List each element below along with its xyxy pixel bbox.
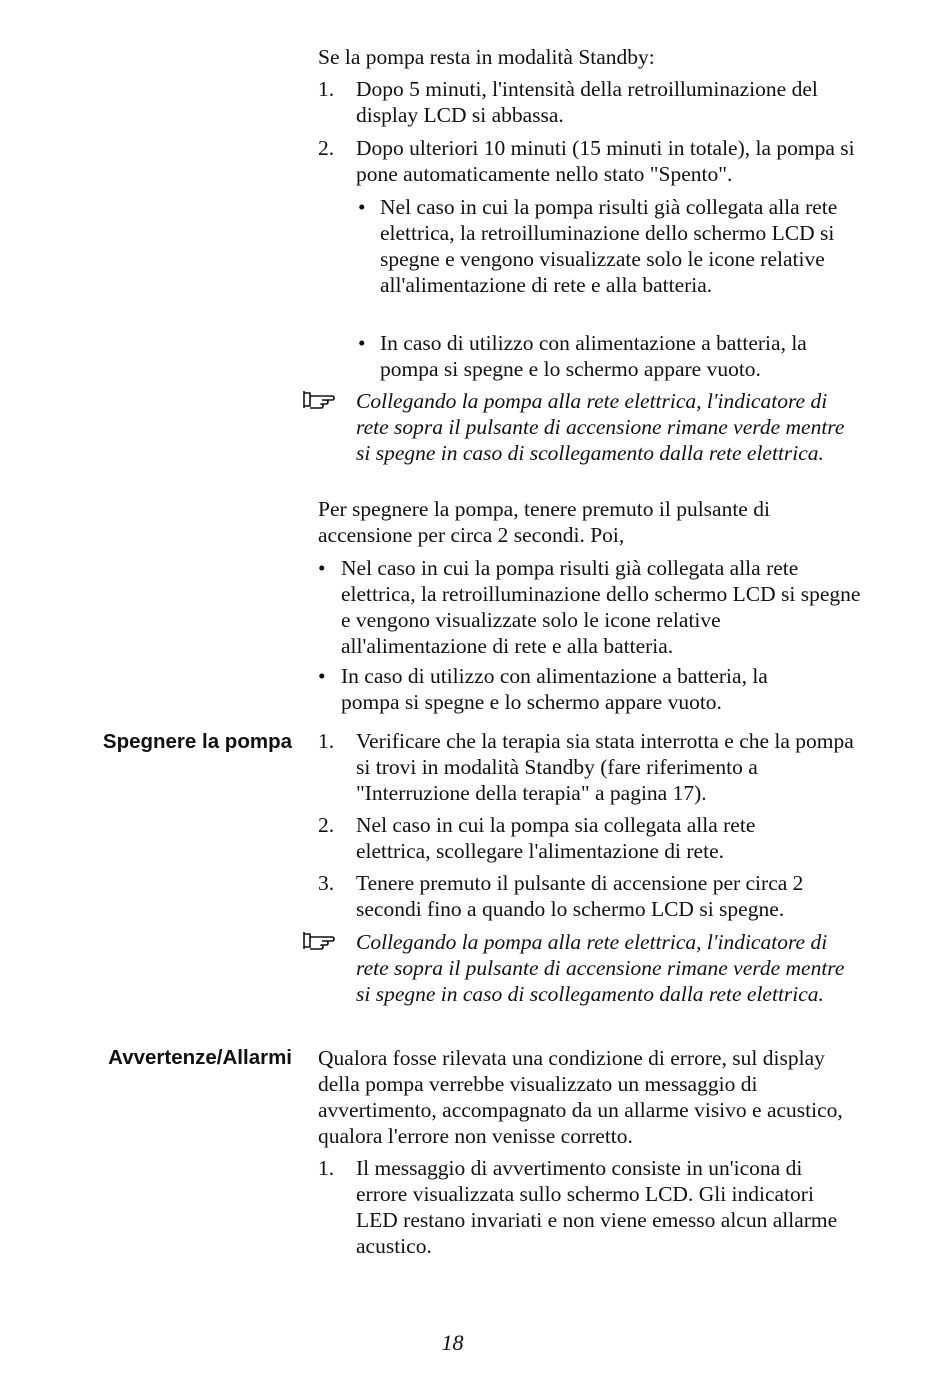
section-heading-spegnere: Spegnere la pompa — [102, 730, 292, 753]
bullet-icon: • — [358, 195, 366, 219]
section-heading-avvertenze: Avvertenze/Allarmi — [108, 1046, 292, 1069]
step-text: Dopo 5 minuti, l'intensità della retroilluminazione del display LCD si abbassa. — [356, 77, 818, 127]
step-number: 1. — [318, 1156, 335, 1180]
intro-paragraph: Se la pompa resta in modalità Standby: — [318, 45, 655, 69]
step-text: Tenere premuto il pulsante di accensione per circa 2 secondi fino a quando lo schermo LCD si spegne. — [356, 871, 804, 921]
step-text: Verificare che la terapia sia stata interrotta e che la pompa si trovi in modalità Standby (fare riferimento a "Interruzione della terapia" a pagina 17). — [356, 729, 854, 805]
bullet-icon: • — [318, 556, 326, 580]
step-number: 1. — [318, 729, 335, 753]
step-number: 3. — [318, 871, 335, 895]
step-text: Dopo ulteriori 10 minuti (15 minuti in totale), la pompa si pone automaticamente nello stato "Spento". — [356, 136, 855, 186]
pointing-hand-icon — [302, 388, 336, 412]
bullet-text: In caso di utilizzo con alimentazione a batteria, la pompa si spegne e lo schermo appare vuoto. — [380, 331, 807, 381]
pointing-hand-icon — [302, 929, 336, 953]
bullet-icon: • — [318, 664, 326, 688]
bullet-text: In caso di utilizzo con alimentazione a batteria, la pompa si spegne e lo schermo appare vuoto. — [341, 664, 768, 714]
switch-off-paragraph: Per spegnere la pompa, tenere premuto il pulsante di accensione per circa 2 secondi. Poi, — [318, 497, 770, 547]
step-number: 2. — [318, 136, 335, 160]
step-text: Nel caso in cui la pompa sia collegata alla rete elettrica, scollegare l'alimentazione di rete. — [356, 813, 756, 863]
warnings-paragraph: Qualora fosse rilevata una condizione di errore, sul display della pompa verrebbe visualizzato un messaggio di avvertimento, accompagnato da un allarme visivo e acustico, qualora l'errore non venisse corretto. — [318, 1046, 843, 1148]
bullet-text: Nel caso in cui la pompa risulti già collegata alla rete elettrica, la retroilluminazione dello schermo LCD si spegne e vengono visualizzate solo le icone relative all'alimentazione di rete e alla batteria. — [380, 195, 838, 297]
step-number: 1. — [318, 77, 335, 101]
bullet-text: Nel caso in cui la pompa risulti già collegata alla rete elettrica, la retroilluminazione dello schermo LCD si spegne e vengono visualizzate solo le icone relative all'alimentazione di rete e alla batteria. — [341, 556, 861, 658]
page-number: 18 — [441, 1330, 464, 1355]
step-number: 2. — [318, 813, 335, 837]
note-text: Collegando la pompa alla rete elettrica, l'indicatore di rete sopra il pulsante di accensione rimane verde mentre si spegne in caso di scollegamento dalla rete elettrica. — [356, 389, 845, 465]
bullet-icon: • — [358, 331, 366, 355]
step-text: Il messaggio di avvertimento consiste in un'icona di errore visualizzata sullo schermo LCD. Gli indicatori LED restano invariati e non viene emesso alcun allarme acustico. — [356, 1156, 838, 1258]
note-text: Collegando la pompa alla rete elettrica, l'indicatore di rete sopra il pulsante di accensione rimane verde mentre si spegne in caso di scollegamento dalla rete elettrica. — [356, 930, 845, 1006]
